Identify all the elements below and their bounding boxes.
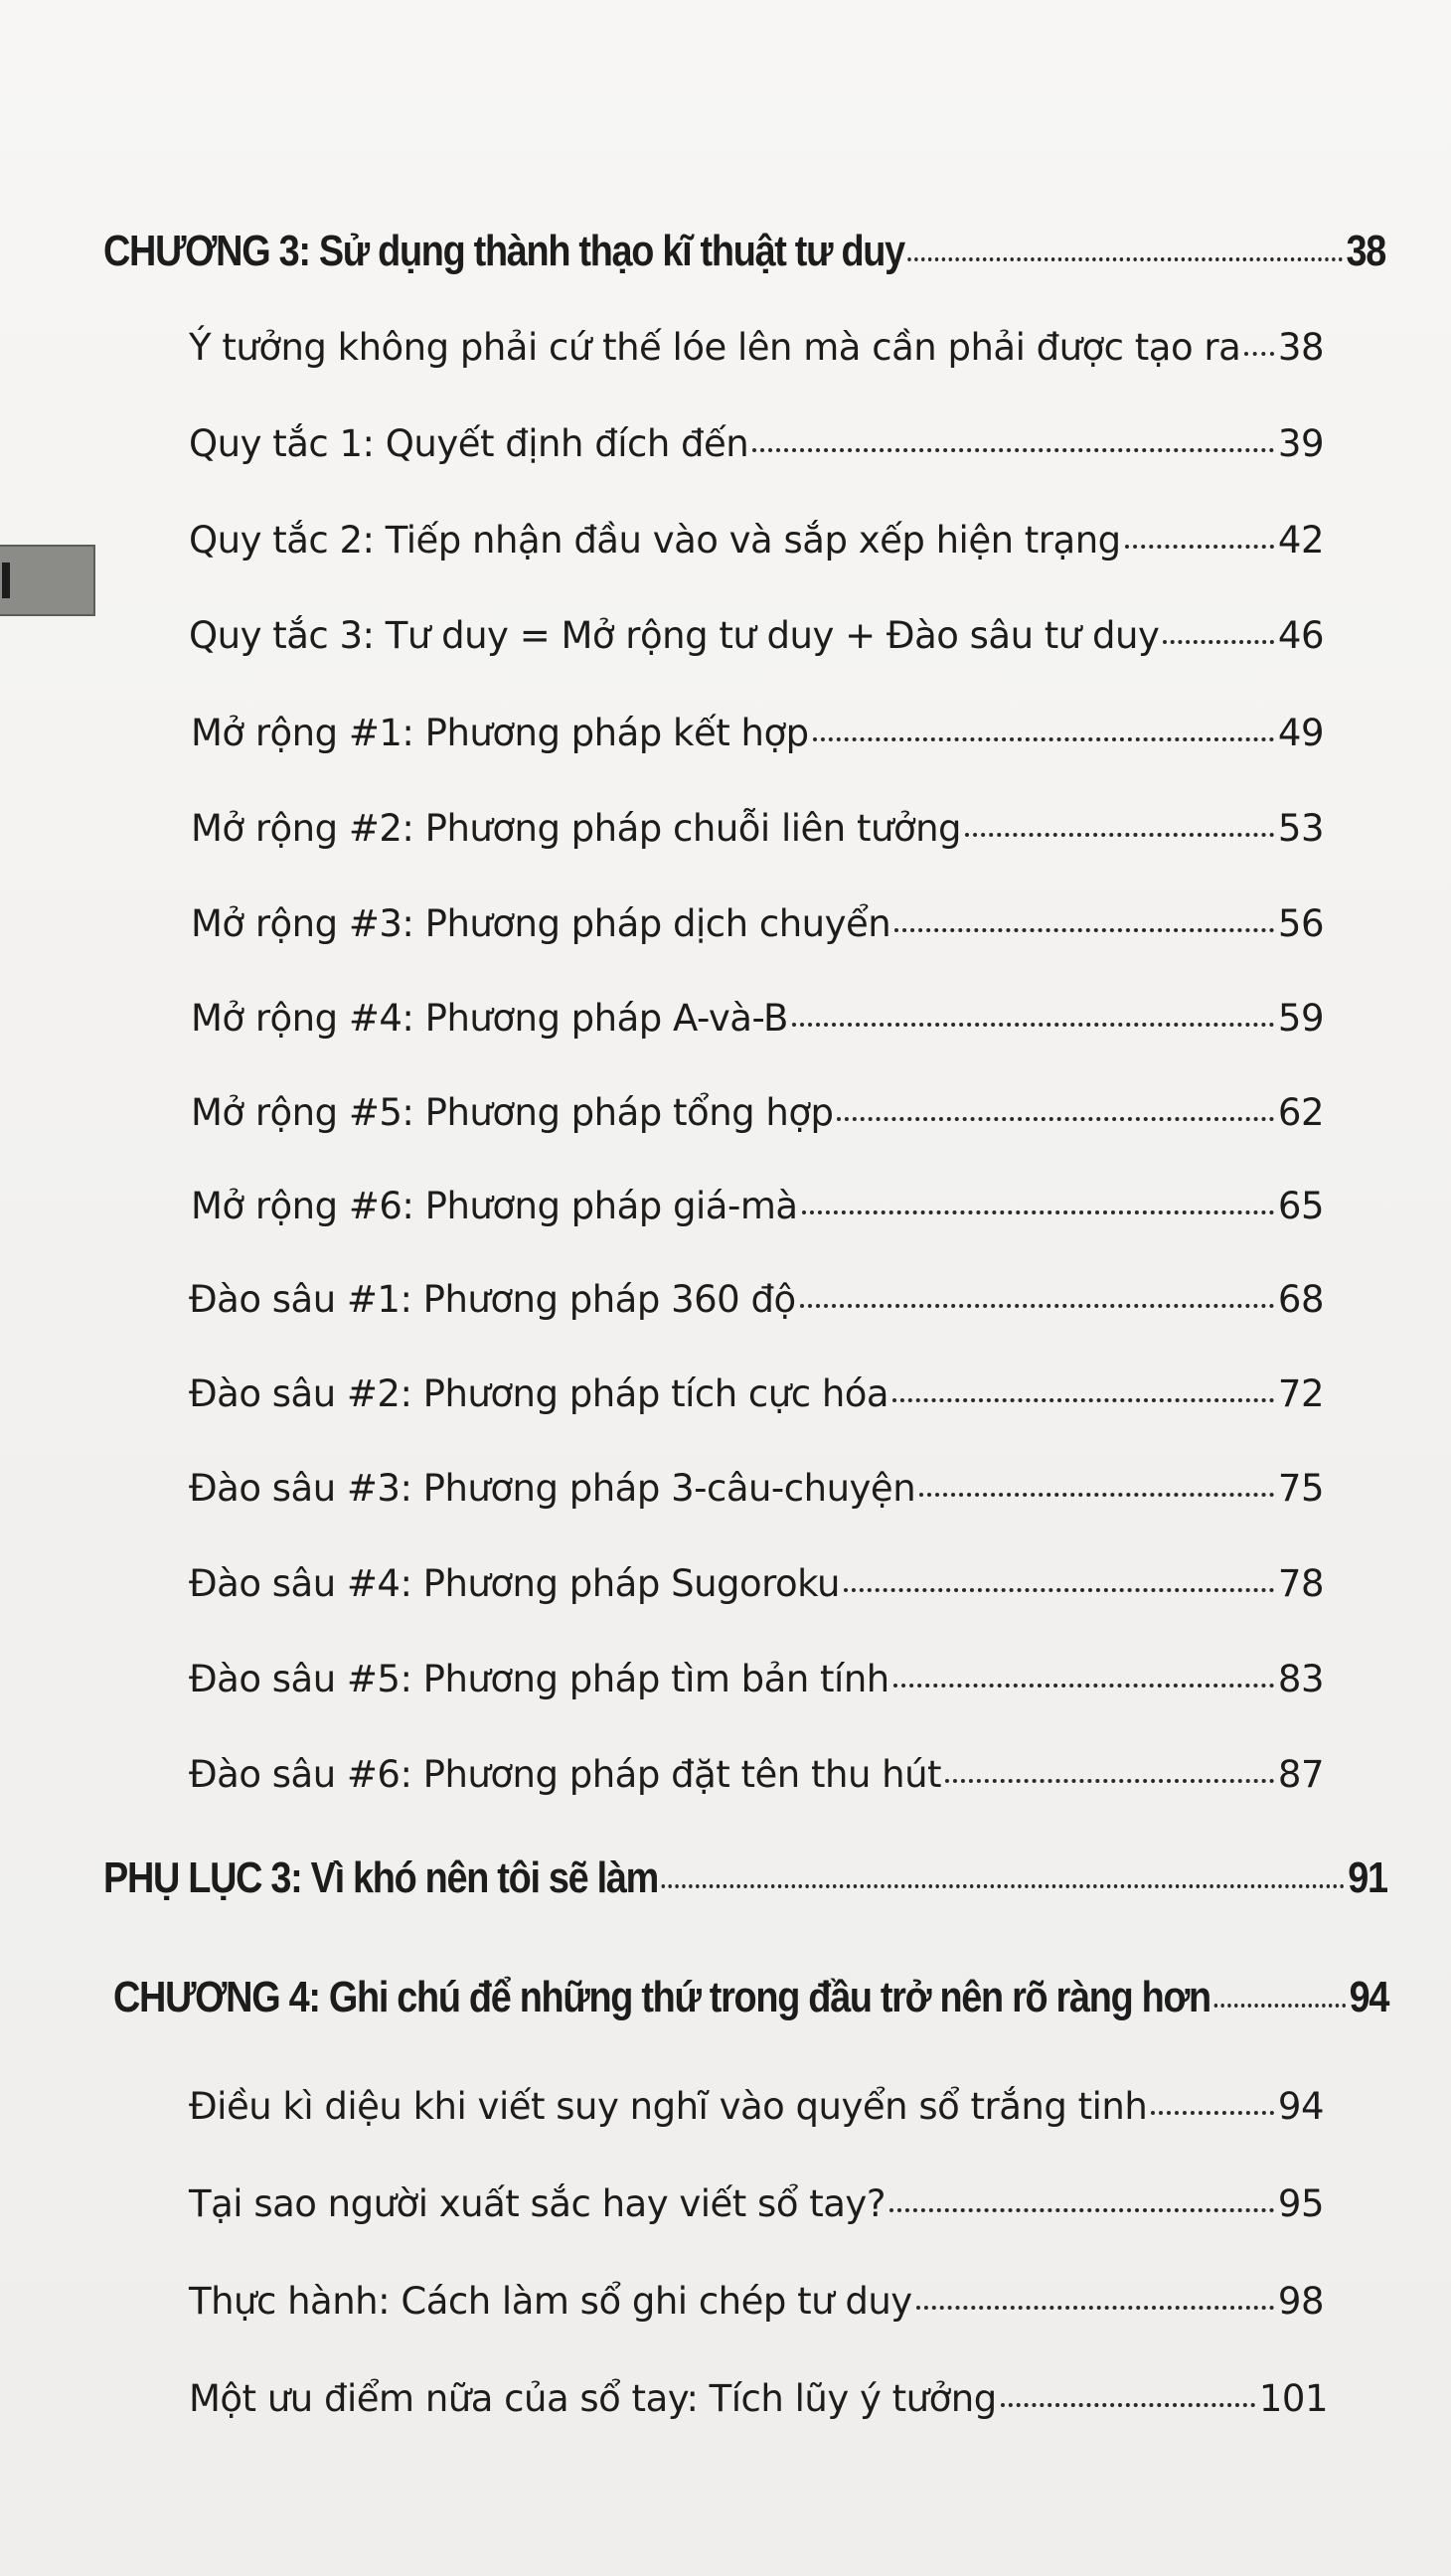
toc-item[interactable] — [189, 422, 1324, 465]
toc-page-number: 94 — [1349, 1973, 1389, 2021]
toc-item-label: Mở rộng #1: Phương pháp kết hợp — [191, 712, 809, 754]
toc-page-number: 59 — [1277, 997, 1324, 1040]
toc-item-label: Thực hành: Cách làm sổ ghi chép tư duy — [189, 2280, 912, 2323]
dot-leader — [802, 1210, 1274, 1214]
dot-leader — [1213, 2004, 1346, 2008]
toc-item-label: Tại sao người xuất sắc hay viết sổ tay? — [189, 2182, 886, 2225]
toc-item-label: Ý tưởng không phải cứ thế lóe lên mà cần phải được tạo ra — [189, 326, 1241, 369]
dot-leader — [907, 257, 1343, 261]
toc-item-label: Mở rộng #4: Phương pháp A-và-B — [191, 997, 788, 1040]
dot-leader — [889, 2208, 1274, 2212]
toc-page-number: 94 — [1277, 2085, 1324, 2128]
toc-page-number: 62 — [1277, 1091, 1324, 1134]
dot-leader — [844, 1588, 1274, 1592]
dot-leader — [894, 928, 1274, 932]
toc-item[interactable] — [189, 1467, 1324, 1510]
toc-item[interactable] — [189, 614, 1324, 657]
dot-leader — [1244, 352, 1274, 356]
toc-item-label: Đào sâu #2: Phương pháp tích cực hóa — [189, 1372, 889, 1415]
toc-page-number: 75 — [1277, 1467, 1324, 1510]
toc-page-number: 87 — [1277, 1753, 1324, 1796]
toc-item[interactable] — [189, 2377, 1328, 2420]
toc-item[interactable] — [191, 1185, 1324, 1227]
dot-leader — [892, 1398, 1274, 1402]
toc-page-number: 72 — [1277, 1372, 1324, 1415]
toc-item[interactable] — [191, 712, 1324, 754]
toc-item[interactable] — [189, 1753, 1324, 1796]
toc-chapter-title: CHƯƠNG 3: Sử dụng thành thạo kĩ thuật tư duy — [103, 227, 904, 275]
toc-item[interactable] — [189, 519, 1324, 562]
toc-item-label: Mở rộng #6: Phương pháp giá-mà — [191, 1185, 798, 1227]
toc-item-label: Mở rộng #2: Phương pháp chuỗi liên tưởng — [191, 807, 962, 850]
toc-item-label: Đào sâu #4: Phương pháp Sugoroku — [189, 1562, 840, 1605]
dot-leader — [945, 1779, 1274, 1783]
toc-item-label: Mở rộng #5: Phương pháp tổng hợp — [191, 1091, 834, 1134]
toc-item-label: Một ưu điểm nữa của sổ tay: Tích lũy ý tưởng — [189, 2377, 997, 2420]
toc-item-label: Đào sâu #6: Phương pháp đặt tên thu hút — [189, 1753, 942, 1796]
toc-appendix-title: PHỤ LỤC 3: Vì khó nên tôi sẽ làm — [103, 1853, 658, 1902]
toc-page-number: 53 — [1277, 807, 1324, 850]
dot-leader — [752, 448, 1274, 452]
dot-leader — [800, 1304, 1274, 1308]
dot-leader — [1001, 2403, 1255, 2407]
toc-item[interactable] — [191, 997, 1324, 1040]
toc-item-label: Đào sâu #1: Phương pháp 360 độ — [189, 1278, 796, 1321]
toc-item[interactable] — [189, 2280, 1324, 2323]
toc-page-number: 91 — [1348, 1853, 1387, 1902]
toc-item[interactable] — [191, 807, 1324, 850]
toc-item-label: Quy tắc 1: Quyết định đích đến — [189, 422, 749, 465]
dot-leader — [813, 737, 1274, 741]
toc-page-number: 38 — [1277, 326, 1324, 369]
dot-leader — [1125, 545, 1274, 549]
toc-chapter-title: CHƯƠNG 4: Ghi chú để những thứ trong đầu trở nên rõ ràng hơn — [113, 1973, 1210, 2021]
dot-leader — [661, 1884, 1344, 1888]
dot-leader — [893, 1684, 1274, 1688]
toc-item-label: Điều kì diệu khi viết suy nghĩ vào quyển sổ trắng tinh — [189, 2085, 1148, 2128]
toc-chapter-4[interactable] — [113, 1973, 1388, 2022]
toc-item-label: Đào sâu #3: Phương pháp 3-câu-chuyện — [189, 1467, 916, 1510]
dot-leader — [916, 2306, 1274, 2310]
toc-page-number: 56 — [1277, 902, 1324, 945]
toc-page-number: 46 — [1277, 614, 1324, 657]
toc-item[interactable] — [191, 1091, 1324, 1134]
toc-page-number: 49 — [1277, 712, 1324, 754]
toc-page-number: 78 — [1277, 1562, 1324, 1605]
toc-item-label: Mở rộng #3: Phương pháp dịch chuyển — [191, 902, 891, 945]
toc-item-label: Đào sâu #5: Phương pháp tìm bản tính — [189, 1658, 889, 1700]
toc-page-number: 95 — [1277, 2182, 1324, 2225]
toc-page-number: 98 — [1277, 2280, 1324, 2323]
toc-item[interactable] — [189, 1278, 1324, 1321]
toc-item[interactable] — [189, 1372, 1324, 1415]
toc-page-number: 42 — [1277, 519, 1324, 562]
toc-item[interactable] — [189, 1658, 1324, 1700]
toc-page-number: 68 — [1277, 1278, 1324, 1321]
dot-leader — [965, 833, 1274, 837]
toc-item[interactable] — [189, 2182, 1324, 2225]
toc-item[interactable] — [191, 902, 1324, 945]
toc-page-number: 38 — [1346, 227, 1385, 275]
dot-leader — [919, 1493, 1274, 1497]
toc-chapter-3[interactable] — [103, 227, 1385, 276]
toc-page-number: 39 — [1277, 422, 1324, 465]
dot-leader — [792, 1023, 1274, 1027]
toc-page-number: 101 — [1258, 2377, 1328, 2420]
dot-leader — [1163, 640, 1274, 644]
toc-page-number: 83 — [1277, 1658, 1324, 1700]
toc-item-label: Quy tắc 2: Tiếp nhận đầu vào và sắp xếp hiện trạng — [189, 519, 1121, 562]
toc-item-label: Quy tắc 3: Tư duy = Mở rộng tư duy + Đào sâu tư duy — [189, 614, 1160, 657]
toc-appendix-3[interactable] — [103, 1853, 1387, 1903]
dot-leader — [1151, 2111, 1274, 2115]
dot-leader — [837, 1117, 1273, 1121]
toc-item[interactable] — [189, 2085, 1324, 2128]
toc-item[interactable] — [189, 326, 1324, 369]
toc-page-number: 65 — [1277, 1185, 1324, 1227]
toc-item[interactable] — [189, 1562, 1324, 1605]
